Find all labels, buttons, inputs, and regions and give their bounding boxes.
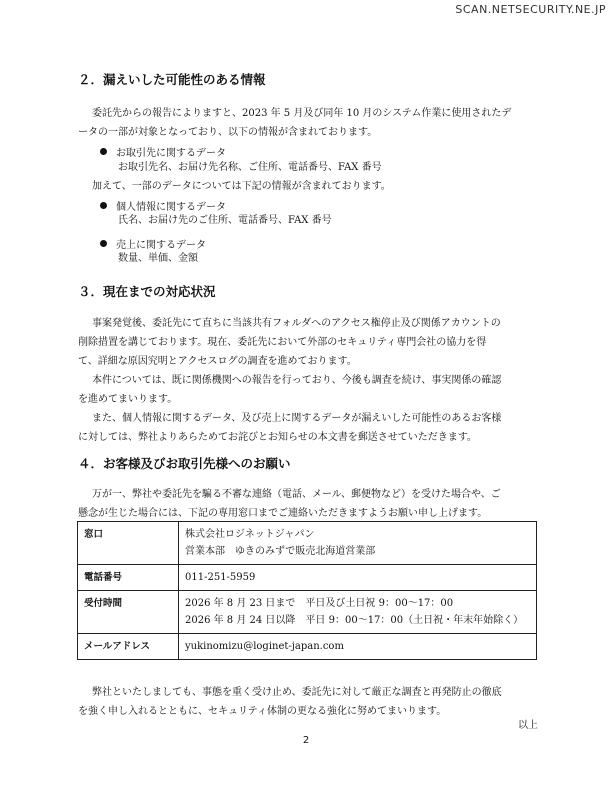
phone-number: 011-251-5959 — [185, 572, 256, 583]
section2-intro-line2: ータの一部が対象となっており、以下の情報が含まれております。 — [78, 127, 378, 138]
bullet-label: お取引先に関するデータ — [116, 148, 226, 159]
phone-label: 電話番号 — [78, 565, 179, 591]
hours-label: 受付時間 — [78, 591, 179, 634]
bullet-label: 売上に関するデータ — [116, 240, 206, 251]
bullet3-detail: 数量、単価、金額 — [118, 253, 198, 264]
hours-line2: 2026 年 8 月 24 日以降 平日 9：00～17：00（土日祝・年末年始除く） — [185, 615, 524, 626]
company-name: 株式会社ロジネットジャパン — [185, 529, 315, 540]
table-row — [78, 565, 537, 591]
section2-heading: ２．漏えいした可能性のある情報 — [78, 72, 266, 87]
email-address: yukinomizu@loginet-japan.com — [185, 641, 344, 652]
bullet-label: 個人情報に関するデータ — [116, 202, 226, 213]
bullet-icon — [100, 240, 107, 247]
window-value — [179, 522, 537, 565]
section3-line4: 本件については、既に関係機関への報告を行っており、今後も調査を続け、事実関係の確認 — [92, 375, 502, 386]
section3-line1: 事案発覚後、委託先にて直ちに当該共有フォルダへのアクセス権停止及び関係アカウントの — [92, 318, 501, 329]
table-row — [78, 634, 537, 660]
section3-line3: て、詳細な原因究明とアクセスログの調査を進めております。 — [78, 356, 357, 367]
hours-value — [179, 591, 537, 634]
section4-line2: 懸念が生じた場合には、下記の専用窓口までご連絡いただきますようお願い申し上げます。 — [78, 508, 488, 519]
section3-line6: また、個人情報に関するデータ、及び売上に関するデータが漏えいした可能性のあるお客様 — [92, 413, 502, 424]
section3-line5: を進めてまいります。 — [78, 394, 178, 405]
bullet2-detail: 氏名、お届け先のご住所、電話番号、FAX 番号 — [118, 215, 332, 226]
closing-line1: 弊社といたしましても、事態を重く受け止め、委託先に対して厳正な調査と再発防止の徹底 — [92, 687, 502, 698]
table-row — [78, 591, 537, 634]
watermark: SCAN.NETSECURITY.NE.JP — [455, 3, 606, 16]
section3-heading: ３．現在までの対応状況 — [78, 284, 216, 299]
email-value — [179, 634, 537, 660]
email-label: メールアドレス — [78, 634, 179, 660]
table-row — [78, 522, 537, 565]
department-name: 営業本部 ゆきのみずで販売北海道営業部 — [185, 546, 376, 557]
closing-line2: を強く申し入れるとともに、セキュリティ体制の更なる強化に努めてまいります。 — [78, 706, 447, 717]
bullet-business-partner — [100, 144, 226, 159]
page-number: 2 — [302, 735, 310, 746]
section4-heading: ４．お客様及びお取引先様へのお願い — [78, 456, 291, 471]
section4-line1: 万が一、弊社や委託先を騙る不審な連絡（電話、メール、郵便物など）を受けた場合や、ご — [92, 489, 501, 500]
section2-intro-line1: 委託先からの報告によりますと、2023 年 5 月及び同年 10 月のシステム作業に使用されたデ — [92, 108, 512, 119]
section3-line2: 削除措置を講じております。現在、委託先において外部のセキュリティ専門会社の協力を得 — [78, 337, 487, 348]
section3-line7: に対しては、弊社よりあらためてお詫びとお知らせの本文書を郵送させていただきます。 — [78, 432, 477, 443]
section2-addition: 加えて、一部のデータについては下記の情報が含まれております。 — [92, 181, 391, 192]
bullet-icon — [100, 202, 107, 209]
closing-ijo: 以上 — [518, 720, 538, 731]
bullet-icon — [100, 148, 107, 155]
phone-value — [179, 565, 537, 591]
bullet1-detail: お取引先名、お届け先名称、ご住所、電話番号、FAX 番号 — [118, 162, 382, 173]
window-label: 窓口 — [78, 522, 179, 565]
contact-table — [77, 521, 537, 660]
hours-line1: 2026 年 8 月 23 日まで 平日及び土日祝 9：00～17：00 — [185, 598, 454, 609]
